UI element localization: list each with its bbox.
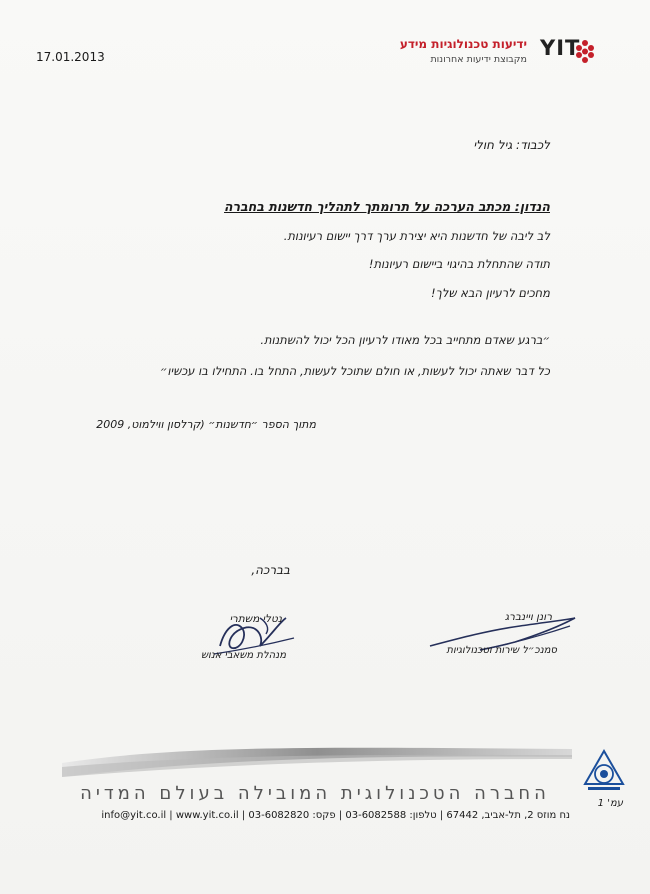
footer-tagline: החברה הטכנולוגית המובילה בעולם המדיה (80, 783, 550, 804)
quote-line: ״ברגע שאדם מתחייב בכל מאודו לרעיון הכל יכול להשתנות. (260, 333, 550, 347)
signatory-name: נטלי משתרי (229, 613, 282, 625)
signatory-role: סמנכ״ל שירות וטכנולוגיות (446, 645, 557, 656)
subject-line: הנדון: מכתב הערכה על תרומתך לתהליך חדשנות בחברה (224, 199, 550, 214)
signatory-name: רונן ויינברג (504, 611, 552, 623)
letter-date: 17.01.2013 (36, 50, 105, 64)
quote-line: כל דבר שאתה יכול לעשות, או חולם שתוכל לעשות, התחל בו. התחילו בו עכשיו״ (159, 364, 550, 378)
body-paragraph: מחכים לרעיון הבא שלך! (431, 286, 550, 300)
logo-subtitle: מקבוצת ידיעות אחרונות (430, 54, 527, 65)
logo-title: ידיעות טכנולוגיות מידע (399, 37, 527, 51)
certification-seal-icon (582, 748, 626, 802)
footer-contact: נח מוזס 2, תל-אביב, 67442 | טלפון: 03-6082588 | פקס: 03-6082820 | info@yit.co.il | www.yit.co.il (101, 810, 570, 821)
recipient-line: לכבוד: גיל חולי (473, 138, 550, 152)
page-number: עמ' 1 (597, 798, 623, 809)
closing-text: בברכה, (251, 563, 290, 577)
signatory-role: מנהלת משאבי אנוש (200, 650, 286, 661)
body-paragraph: תודה שהתחלת בהיגוי ביישום רעיונות! (368, 257, 550, 271)
body-paragraph: לב ליבה של חדשנות היא יצירת ערך דרך יישום רעיונות. (283, 229, 550, 243)
logo-wordmark: YIT (540, 36, 581, 60)
footer-swoosh (62, 743, 572, 777)
quote-source: מתוך הספר ״חדשנות״ (קרלסון ווילמוט, 2009 (96, 418, 316, 431)
